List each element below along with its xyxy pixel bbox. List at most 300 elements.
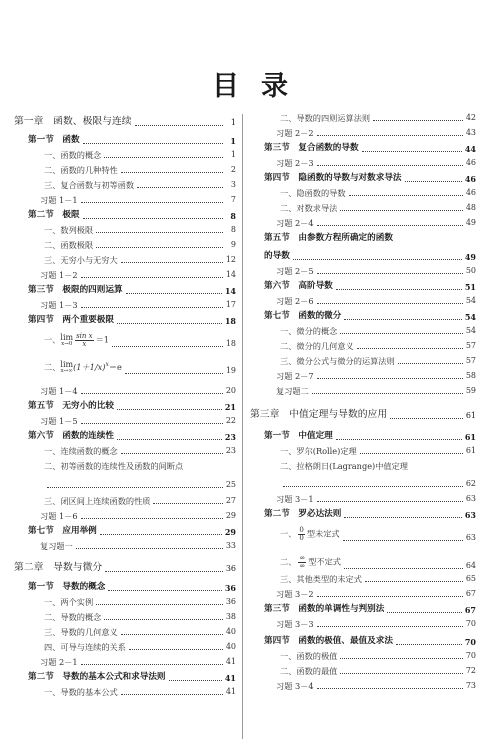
toc-exercise[interactable] (250, 267, 476, 275)
toc-entry-title: 习题 2－1 (40, 657, 78, 667)
toc-item[interactable] (14, 447, 236, 455)
page-number: 72 (465, 666, 476, 676)
page-number: 57 (465, 341, 476, 351)
toc-entry-title: 习题 3－3 (276, 619, 314, 629)
page-number: 49 (465, 218, 476, 228)
page-number: 38 (225, 612, 236, 622)
dot-leader (343, 540, 463, 541)
toc-exercise[interactable] (14, 301, 236, 309)
item-prefix: 一、 (280, 528, 297, 539)
toc-section[interactable] (250, 637, 476, 646)
page-number: 54 (465, 296, 476, 306)
fraction (298, 555, 306, 570)
toc-entry-title: 习题 1－2 (40, 270, 78, 280)
toc-entry-title: 习题 2－6 (276, 296, 314, 306)
toc-entry-title: 二、函数极限 (44, 240, 94, 250)
toc-entry-title: 习题 3－2 (276, 589, 314, 599)
page-number: 36 (225, 563, 236, 573)
toc-section[interactable] (250, 510, 476, 519)
dot-leader (344, 319, 462, 320)
dot-leader (317, 225, 463, 226)
toc-section[interactable] (14, 432, 236, 441)
toc-entry-title: 第二章 导数与微分 (14, 562, 103, 573)
page-number: 59 (465, 386, 476, 396)
page-number: 40 (225, 642, 236, 652)
toc-entry-title: 第七节 函数的微分 (264, 311, 342, 321)
dot-leader (121, 634, 223, 635)
dot-leader (96, 247, 223, 248)
dot-leader (112, 346, 223, 347)
limit-subscript: x→0 (61, 340, 73, 347)
toc-section[interactable] (250, 282, 476, 291)
page-number: 58 (465, 371, 476, 381)
toc-entry-title: 第四节 函数的极值、最值及求法 (264, 636, 393, 646)
page-number: 29 (225, 511, 236, 521)
toc-exercise[interactable] (14, 271, 236, 279)
toc-exercise[interactable] (250, 620, 476, 628)
page-number: 21 (224, 401, 236, 412)
page-number: 51 (464, 281, 476, 292)
dot-leader (81, 393, 223, 394)
toc-entry-title: 复习题一 (40, 541, 73, 551)
toc-entry-title: 习题 1－6 (40, 511, 78, 521)
page-number: 65 (465, 574, 476, 584)
item-prefix: 二、 (44, 361, 61, 372)
page-number: 23 (225, 446, 236, 456)
toc-entry-title: 复习题二 (276, 386, 309, 396)
toc-review[interactable] (250, 387, 476, 395)
page-number: 27 (225, 496, 236, 506)
dot-leader (349, 195, 463, 196)
page-number: 61 (465, 446, 476, 456)
dot-leader (81, 664, 223, 665)
item-suffix: 型不定式 (308, 556, 341, 567)
page-number: 61 (465, 410, 476, 420)
page-number: 70 (464, 636, 476, 647)
page-number: 46 (465, 158, 476, 168)
page-number: 33 (225, 541, 236, 551)
page-number: 40 (225, 627, 236, 637)
toc-item[interactable] (14, 643, 236, 651)
toc-entry-title: 一、连续函数的概念 (44, 446, 118, 456)
toc-entry-title (280, 527, 340, 542)
toc-item[interactable] (14, 226, 236, 234)
dot-leader (336, 289, 462, 290)
toc-entry-title: 习题 1－3 (40, 300, 78, 310)
dot-leader (344, 568, 463, 569)
toc-item[interactable] (250, 114, 476, 122)
toc-item[interactable] (14, 333, 236, 348)
toc-entry-title: 一、数列极限 (44, 225, 94, 235)
toc-section[interactable] (14, 583, 236, 592)
page-number: 49 (464, 251, 476, 262)
page-number: 14 (224, 285, 236, 296)
toc-entry-title: 第一节 导数的概念 (28, 582, 106, 592)
toc-chapter[interactable] (250, 410, 476, 420)
dot-leader (398, 363, 463, 364)
toc-entry-title: 第五节 无穷小的比较 (28, 401, 114, 411)
toc-entry-title: 三、无穷小与无穷大 (44, 255, 118, 265)
toc-entry-title: 第三章 中值定理与导数的应用 (250, 409, 388, 420)
page-number: 25 (225, 480, 236, 489)
page-number: 36 (224, 582, 236, 593)
limit-symbol: lim (60, 332, 74, 342)
dot-leader (362, 151, 462, 152)
dot-leader (405, 181, 462, 182)
page-number: 64 (465, 561, 476, 570)
toc-entry-title: 一、导数的基本公式 (44, 687, 118, 697)
fraction-denominator: x (82, 340, 87, 348)
toc-entry-title: 二、函数的最值 (280, 666, 338, 676)
toc-entry-title: 一、函数的极值 (280, 651, 338, 661)
dot-leader (81, 307, 223, 308)
page-number: 70 (465, 651, 476, 661)
dot-leader (340, 673, 462, 674)
item-prefix: 二、 (280, 556, 297, 567)
page-number: 67 (464, 604, 476, 615)
toc-entry-title: 第三节 函数的单调性与判别法 (264, 604, 385, 614)
dot-leader (340, 333, 462, 334)
toc-entry-title: 第四节 隐函数的导数与对数求导法 (264, 173, 402, 183)
page-number: 36 (225, 597, 236, 607)
dot-leader (81, 518, 223, 519)
dot-leader (317, 501, 463, 502)
page-number: 70 (465, 619, 476, 629)
dot-leader (336, 439, 462, 440)
page-number: 73 (465, 681, 476, 691)
dot-leader (121, 172, 223, 173)
page-number: 2 (230, 165, 236, 175)
page-number: 1 (230, 117, 236, 127)
toc-item[interactable] (14, 481, 236, 489)
toc-entry-title: 第六节 函数的连续性 (28, 431, 114, 441)
dot-leader (76, 548, 223, 549)
page-number: 50 (465, 266, 476, 276)
toc-section[interactable] (250, 144, 476, 153)
page-number: 57 (465, 356, 476, 366)
toc-section[interactable] (14, 286, 236, 295)
page-number: 3 (230, 180, 236, 190)
dot-leader (396, 644, 462, 645)
dot-leader (96, 604, 223, 605)
limit-operator (60, 361, 73, 375)
toc-section[interactable] (250, 252, 476, 261)
toc-entry-title: 第一章 函数、极限与连续 (14, 116, 132, 127)
page-number: 62 (465, 479, 476, 488)
dot-leader (317, 303, 463, 304)
toc-entry-title: 第三节 极限的四则运算 (28, 285, 123, 295)
dot-leader (312, 393, 463, 394)
dot-leader (317, 135, 463, 136)
toc-section[interactable] (14, 211, 236, 220)
toc-item[interactable] (250, 342, 476, 350)
dot-leader (387, 612, 462, 613)
dot-leader (121, 453, 223, 454)
dot-leader (81, 423, 223, 424)
toc-item[interactable] (250, 527, 476, 542)
fraction-numerator: sin x (76, 332, 93, 340)
toc-entry-title: 习题 2－5 (276, 266, 314, 276)
toc-entry-title: 二、导数的四则运算法则 (280, 113, 371, 123)
toc-entry-title: 四、可导与连续的关系 (44, 642, 126, 652)
toc-item[interactable] (14, 241, 236, 249)
page-number: 18 (225, 339, 236, 348)
toc-item[interactable] (250, 357, 476, 365)
item-prefix: 一、 (44, 334, 61, 345)
page-number: 18 (224, 315, 236, 326)
equation-rest: ＝e (108, 361, 122, 372)
page-number: 1 (230, 150, 236, 160)
dot-leader (365, 581, 463, 582)
page-number: 17 (225, 300, 236, 310)
toc-exercise[interactable] (250, 159, 476, 167)
dot-leader (83, 218, 223, 219)
page-number: 54 (465, 326, 476, 336)
toc-entry-title: 一、罗尔(Rolle)定理 (280, 446, 357, 456)
toc-entry-title: 习题 2－7 (276, 371, 314, 381)
toc-exercise[interactable] (14, 658, 236, 666)
fraction-denominator: 0 (299, 534, 304, 542)
dot-leader (83, 143, 223, 144)
toc-item[interactable] (14, 497, 236, 505)
dot-leader (317, 378, 463, 379)
dot-leader (137, 187, 223, 188)
page-number: 63 (465, 533, 476, 542)
dot-leader (121, 694, 223, 695)
fraction (298, 527, 304, 542)
page-number: 29 (224, 526, 236, 537)
toc-item[interactable] (250, 667, 476, 675)
toc-entry-title: 第七节 应用举例 (28, 526, 97, 536)
dot-leader (125, 373, 223, 374)
toc-item[interactable] (250, 204, 476, 212)
toc-entry-title: 二、微分的几何意义 (280, 341, 354, 351)
toc-item[interactable] (14, 688, 236, 696)
toc-entry-title: 三、微分公式与微分的运算法则 (280, 356, 395, 366)
toc-item[interactable] (250, 189, 476, 197)
toc-entry-title (44, 333, 109, 348)
toc-exercise[interactable] (14, 196, 236, 204)
page-number: 54 (464, 311, 476, 322)
page-number: 12 (225, 255, 236, 265)
dot-leader (283, 486, 463, 487)
dot-leader (357, 348, 463, 349)
toc-exercise[interactable] (250, 297, 476, 305)
toc-entry-title: 第一节 函数 (28, 135, 80, 145)
dot-leader (317, 596, 463, 597)
toc-exercise[interactable] (250, 590, 476, 598)
toc-chapter[interactable] (14, 563, 236, 573)
dot-leader (105, 571, 223, 572)
page-number: 23 (224, 431, 236, 442)
dot-leader (340, 210, 462, 211)
toc-item[interactable] (250, 447, 476, 455)
page-number: 63 (465, 494, 476, 504)
toc-entry-title: 习题 2－4 (276, 218, 314, 228)
dot-leader (360, 453, 463, 454)
item-suffix: 型未定式 (306, 528, 340, 539)
page-number: 22 (225, 416, 236, 426)
fraction-numerator: ∞ (299, 554, 306, 562)
page-number: 46 (465, 188, 476, 198)
dot-leader (117, 409, 222, 410)
toc-entry-title: 二、对数求导法 (280, 203, 338, 213)
dot-leader (135, 125, 223, 126)
toc-section[interactable] (14, 527, 236, 536)
toc-exercise[interactable] (250, 682, 476, 690)
toc-section[interactable] (250, 174, 476, 183)
toc-entry-title: 习题 3－4 (276, 681, 314, 691)
toc-entry-title (44, 361, 122, 375)
toc-entry-title: 三、闭区间上连续函数的性质 (44, 496, 151, 506)
toc-exercise[interactable] (14, 512, 236, 520)
dot-leader (108, 590, 222, 591)
toc-item[interactable] (250, 575, 476, 583)
exponent: x (105, 361, 109, 369)
toc-entry-title: 习题 2－3 (276, 158, 314, 168)
toc-section[interactable] (250, 312, 476, 321)
dot-leader (317, 688, 463, 689)
toc-entry-title: 习题 1－4 (40, 386, 78, 396)
toc-item[interactable] (14, 151, 236, 159)
equation-rest: ＝1 (95, 334, 110, 345)
toc-exercise[interactable] (250, 495, 476, 503)
column-divider (242, 114, 243, 739)
page-number: 8 (230, 210, 236, 221)
dot-leader (317, 165, 463, 166)
toc-exercise[interactable] (14, 387, 236, 395)
page-number: 8 (230, 225, 236, 235)
limit-operator (60, 334, 73, 348)
toc-section[interactable] (14, 402, 236, 411)
page-number: 1 (230, 135, 236, 146)
toc-entry-title: 三、导数的几何意义 (44, 627, 118, 637)
toc-item[interactable] (250, 555, 476, 570)
page-number: 43 (465, 128, 476, 138)
toc-entry-title (280, 555, 341, 570)
toc-item[interactable] (14, 598, 236, 606)
dot-leader (340, 658, 462, 659)
toc-entry-title: 一、两个实例 (44, 597, 94, 607)
toc-section[interactable] (250, 605, 476, 614)
toc-item[interactable] (14, 181, 236, 189)
toc-exercise[interactable] (14, 417, 236, 425)
page-number: 9 (230, 240, 236, 250)
toc-entry-title: 二、函数的几种特性 (44, 165, 118, 175)
page-number: 41 (225, 687, 236, 697)
toc-item[interactable] (250, 652, 476, 660)
page-number: 46 (464, 173, 476, 184)
toc-entry-title: 二、拉格朗日(Lagrange)中值定理 (280, 461, 408, 471)
toc-chapter[interactable] (14, 117, 236, 127)
dot-leader (129, 649, 223, 650)
dot-leader (100, 534, 222, 535)
toc-entry-title: 习题 2－2 (276, 128, 314, 138)
page-number: 44 (464, 143, 476, 154)
page-number: 42 (465, 113, 476, 123)
page-number: 7 (230, 195, 236, 205)
toc-section[interactable] (14, 673, 236, 682)
toc-entry-title: 三、复合函数与初等函数 (44, 180, 135, 190)
toc-section[interactable] (14, 316, 236, 325)
toc-entry-title: 三、其他类型的未定式 (280, 574, 362, 584)
page-number: 63 (464, 509, 476, 520)
toc-entry-title: 第二节 罗必达法则 (264, 509, 342, 519)
toc-section[interactable] (14, 136, 236, 145)
page-number: 20 (225, 386, 236, 396)
toc-entry-title: 第二节 导数的基本公式和求导法则 (28, 672, 166, 682)
toc-review[interactable] (14, 542, 236, 550)
toc-entry-title: 习题 1－1 (40, 195, 78, 205)
dot-leader (126, 293, 222, 294)
page-number: 67 (465, 589, 476, 599)
dot-leader (373, 120, 463, 121)
dot-leader (317, 273, 463, 274)
toc-entry-title: 的导数 (264, 251, 290, 261)
page-number: 14 (225, 270, 236, 280)
toc-item[interactable] (250, 462, 476, 470)
toc-item[interactable] (250, 480, 476, 488)
toc-entry-title: 第三节 复合函数的导数 (264, 143, 359, 153)
toc-section[interactable] (250, 432, 476, 441)
dot-leader (317, 626, 463, 627)
toc-entry-title: 习题 1－5 (40, 416, 78, 426)
toc-entry-title: 一、函数的概念 (44, 150, 102, 160)
toc-entry-title: 第五节 由参数方程所确定的函数 (264, 233, 393, 243)
page-number: 48 (465, 203, 476, 213)
dot-leader (47, 487, 223, 488)
toc-exercise[interactable] (250, 219, 476, 227)
dot-leader (169, 680, 222, 681)
toc-entry-title: 二、导数的概念 (44, 612, 102, 622)
toc-entry-title: 第四节 两个重要极限 (28, 315, 114, 325)
dot-leader (121, 262, 223, 263)
toc-item[interactable] (250, 327, 476, 335)
toc-item[interactable] (14, 462, 236, 470)
toc-exercise[interactable] (250, 129, 476, 137)
toc-item[interactable] (14, 613, 236, 621)
toc-entry-title: 第一节 中值定理 (264, 431, 333, 441)
page-number: 41 (225, 657, 236, 667)
toc-exercise[interactable] (250, 372, 476, 380)
dot-leader (96, 232, 223, 233)
toc-entry-title: 一、隐函数的导数 (280, 188, 346, 198)
toc-item[interactable] (14, 361, 236, 375)
fraction (75, 333, 94, 348)
limit-symbol: lim (60, 360, 74, 369)
limit-expression: (1＋1/x) (73, 361, 106, 372)
toc-entry-title: 一、微分的概念 (280, 326, 338, 336)
dot-leader (344, 517, 462, 518)
dot-leader (153, 503, 222, 504)
dot-leader (117, 323, 222, 324)
limit-subscript: x→∞ (60, 368, 73, 374)
page-number: 19 (225, 365, 236, 375)
toc-item[interactable] (14, 628, 236, 636)
page-number: 61 (464, 431, 476, 442)
toc-item[interactable] (14, 166, 236, 174)
dot-leader (104, 619, 222, 620)
toc-section[interactable] (250, 234, 476, 243)
toc-entry-title: 第六节 高阶导数 (264, 281, 333, 291)
dot-leader (81, 202, 223, 203)
page-title: 目录 (212, 71, 310, 102)
dot-leader (117, 439, 222, 440)
toc-item[interactable] (14, 256, 236, 264)
dot-leader (81, 277, 223, 278)
dot-leader (390, 418, 463, 419)
dot-leader (293, 259, 462, 260)
